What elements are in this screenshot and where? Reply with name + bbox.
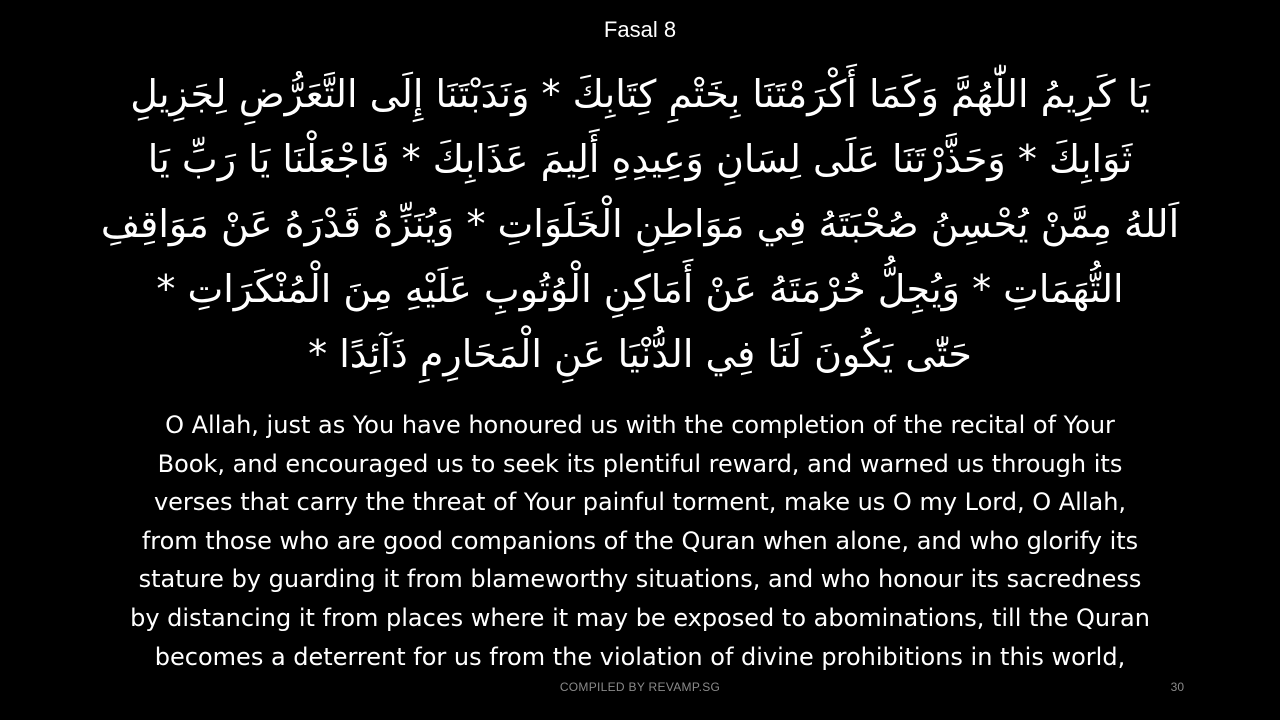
arabic-line: يَا كَرِيمُ اللّٰهُمَّ وَكَمَا أَكْرَمْتَنَا بِخَتْمِ كِتَابِكَ * وَنَدَبْتَنَا إِلَى التَّعَرُّضِ لِجَزِيلِ: [130, 72, 1150, 116]
translation-line: becomes a deterrent for us from the violation of divine prohibitions in this world,: [154, 642, 1126, 671]
arabic-line: التُّهَمَاتِ * وَيُجِلُّ حُرْمَتَهُ عَنْ أَمَاكِنِ الْوُتُوبِ عَلَيْهِ مِنَ الْمُنْكَرَاتِ *: [156, 267, 1124, 311]
translation-line: stature by guarding it from blameworthy situations, and who honour its sacredness: [138, 565, 1142, 594]
page-number: 30: [1170, 680, 1184, 694]
arabic-line: حَتّٰى يَكُونَ لَنَا فِي الدُّنْيَا عَنِ الْمَحَارِمِ ذَآئِدًا *: [308, 332, 972, 376]
translation-line: verses that carry the threat of Your painful torment, make us O my Lord, O Allah,: [153, 488, 1127, 517]
translation-line: by distancing it from places where it may be exposed to abominations, till the Quran: [130, 603, 1150, 632]
arabic-line: اَللهُ مِمَّنْ يُحْسِنُ صُحْبَتَهُ فِي مَوَاطِنِ الْخَلَوَاتِ * وَيُنَزِّهُ قَدْرَهُ عَنْ مَوَاقِفِ: [100, 202, 1180, 246]
footer-credit: COMPILED BY REVAMP.SG: [559, 680, 721, 694]
translation-text: [70, 406, 1210, 676]
slide-title: Fasal 8: [603, 17, 677, 42]
arabic-text: [90, 62, 1190, 387]
translation-line: from those who are good companions of the Quran when alone, and who glorify its: [141, 526, 1139, 555]
translation-line: O Allah, just as You have honoured us with the completion of the recital of Your: [165, 411, 1115, 439]
arabic-line: ثَوَابِكَ * وَحَذَّرْتَنَا عَلَى لِسَانِ وَعِيدِهِ أَلِيمَ عَذَابِكَ * فَاجْعَلْنَا يَا رَبِّ يَا: [147, 137, 1133, 181]
translation-line: Book, and encouraged us to seek its plentiful reward, and warned us through its: [157, 449, 1123, 478]
